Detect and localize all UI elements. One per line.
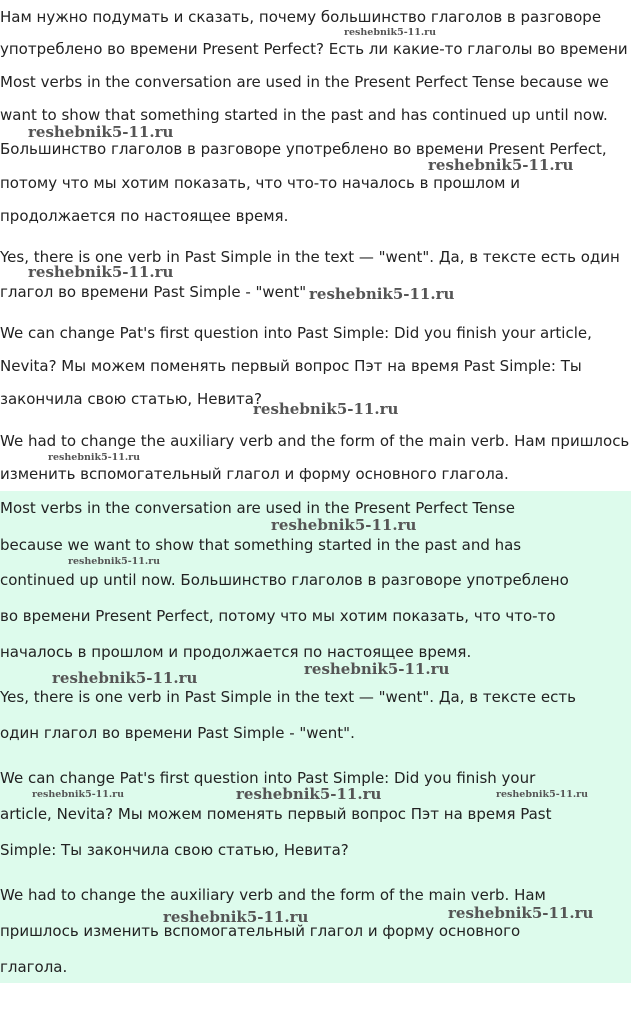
text-line: употреблено во времени Present Perfect? Есть ли какие-то глаголы во времени (0, 40, 628, 58)
text-line: изменить вспомогательный глагол и форму основного глагола. (0, 465, 509, 483)
text-line: началось в прошлом и продолжается по настоящее время. (0, 643, 472, 661)
text-line: потому что мы хотим показать, что что-то началось в прошлом и (0, 174, 521, 192)
watermark: reshebnik5-11.ru (28, 123, 174, 141)
watermark: reshebnik5-11.ru (48, 452, 141, 463)
watermark: reshebnik5-11.ru (448, 904, 594, 922)
watermark: reshebnik5-11.ru (52, 669, 198, 687)
text-line: We had to change the auxiliary verb and the form of the main verb. Нам пришлось (0, 432, 630, 450)
watermark: reshebnik5-11.ru (304, 660, 450, 678)
text-line: пришлось изменить вспомогательный глагол и форму основного (0, 922, 521, 940)
text-line: Most verbs in the conversation are used in the Present Perfect Tense because we (0, 73, 609, 91)
watermark: reshebnik5-11.ru (496, 789, 589, 800)
text-line: Большинство глаголов в разговоре употреблено во времени Present Perfect, (0, 140, 607, 158)
watermark: reshebnik5-11.ru (253, 400, 399, 418)
text-line: want to show that something started in the past and has continued up until now. (0, 106, 608, 124)
text-line: продолжается по настоящее время. (0, 207, 289, 225)
text-line: Нам нужно подумать и сказать, почему большинство глаголов в разговоре (0, 8, 602, 26)
text-line: We had to change the auxiliary verb and the form of the main verb. Нам (0, 886, 546, 904)
watermark: reshebnik5-11.ru (309, 285, 455, 303)
text-line: Yes, there is one verb in Past Simple in the text — "went". Да, в тексте есть (0, 688, 576, 706)
watermark: reshebnik5-11.ru (428, 156, 574, 174)
text-line: Most verbs in the conversation are used in the Present Perfect Tense (0, 499, 515, 517)
text-line: We can change Pat's first question into Past Simple: Did you finish your (0, 769, 536, 787)
text-line: закончила свою статью, Невита? (0, 390, 262, 408)
watermark: reshebnik5-11.ru (68, 556, 161, 567)
text-line: глагол во времени Past Simple - "went" (0, 283, 307, 301)
text-line: We can change Pat's first question into Past Simple: Did you finish your article, (0, 324, 592, 342)
text-line: глагола. (0, 958, 68, 976)
text-line: во времени Present Perfect, потому что мы хотим показать, что что-то (0, 607, 556, 625)
text-line: Nevita? Мы можем поменять первый вопрос Пэт на время Past Simple: Ты (0, 357, 582, 375)
text-line: because we want to show that something started in the past and has (0, 536, 522, 554)
text-line: continued up until now. Большинство глаголов в разговоре употреблено (0, 571, 569, 589)
watermark: reshebnik5-11.ru (236, 785, 382, 803)
watermark: reshebnik5-11.ru (163, 908, 309, 926)
text-line: Simple: Ты закончила свою статью, Невита? (0, 841, 349, 859)
text-line: Yes, there is one verb in Past Simple in the text — "went". Да, в тексте есть один (0, 248, 620, 266)
text-line: один глагол во времени Past Simple - "went". (0, 724, 355, 742)
watermark: reshebnik5-11.ru (32, 789, 125, 800)
watermark: reshebnik5-11.ru (28, 263, 174, 281)
watermark: reshebnik5-11.ru (271, 516, 417, 534)
text-line: article, Nevita? Мы можем поменять первый вопрос Пэт на время Past (0, 805, 552, 823)
watermark: reshebnik5-11.ru (344, 27, 437, 38)
